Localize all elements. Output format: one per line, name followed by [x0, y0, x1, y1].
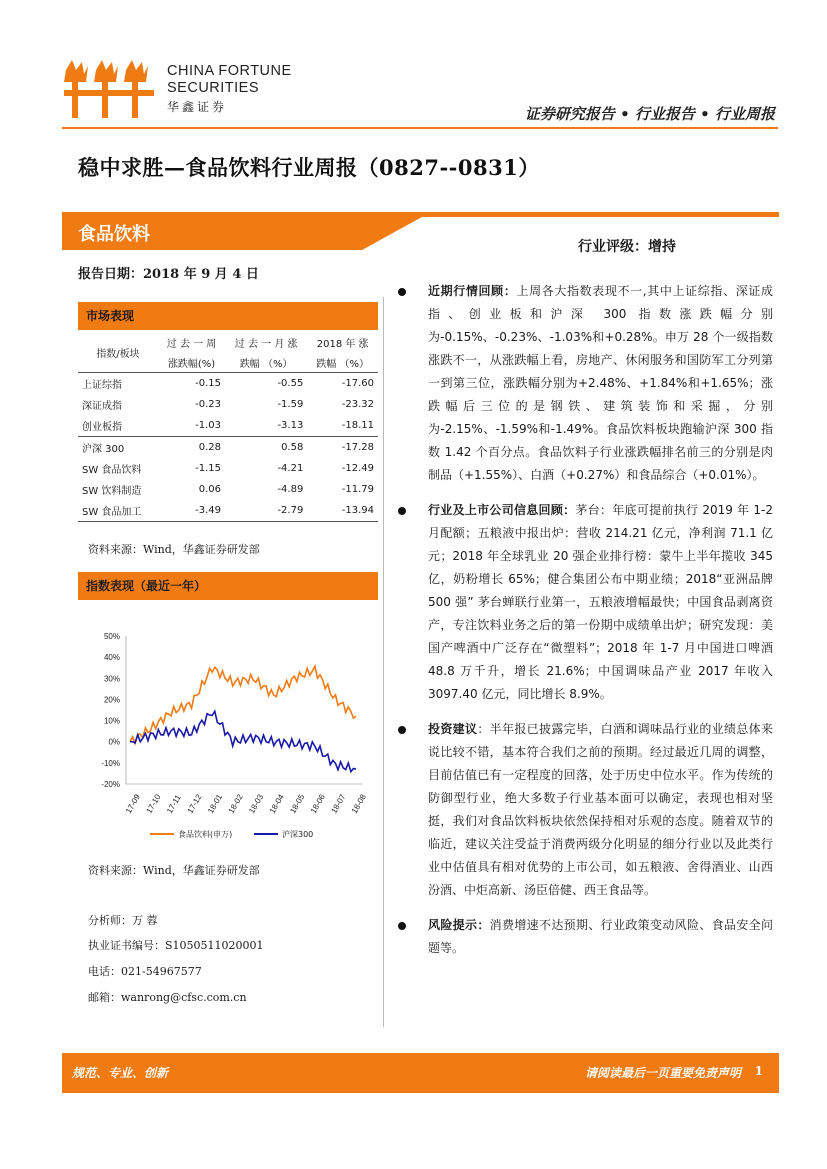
x-tick-label: 18-07: [329, 792, 348, 815]
month-change: -4.21: [277, 463, 304, 474]
footer-motto: 规范、专业、创新: [72, 1066, 169, 1080]
analyst-name: 分析师：万 蓉: [88, 914, 158, 927]
logo-chinese-name: 华鑫证券: [167, 100, 228, 114]
table-row: [78, 394, 378, 415]
year-change: -17.28: [307, 437, 378, 459]
bullet-label: 风险提示：: [428, 918, 490, 932]
bullet-label: 投资建议: [428, 722, 478, 736]
month-change: -3.13: [277, 420, 304, 431]
col-index: 指数/板块: [96, 348, 140, 360]
x-tick-label: 18-03: [247, 792, 266, 815]
footer-bar: [62, 1053, 779, 1093]
bullet-text: 消费增速不达预期、行业政策变动风险、食品安全问题等。: [428, 918, 773, 955]
industry-rating: 行业评级：增持: [578, 239, 676, 255]
bullet-risk: [398, 914, 773, 960]
month-change: -0.55: [225, 373, 307, 395]
table-row: [78, 373, 378, 395]
y-tick-label: -10%: [101, 758, 120, 768]
col-year-b: 跌幅 （%）: [316, 358, 369, 370]
index-performance-chart: [78, 604, 378, 852]
x-tick-label: 18-01: [206, 792, 225, 815]
logo-en-line2: SECURITIES: [167, 80, 260, 96]
header-rule: [62, 127, 778, 129]
x-tick-label: 18-08: [349, 792, 368, 815]
col-week-a: 过 去 一 周: [166, 338, 217, 350]
year-change: -18.11: [341, 420, 374, 431]
table-row: [78, 500, 378, 522]
market-table: [78, 332, 378, 522]
bullet-text: ：半年报已披露完毕，白酒和调味品行业的业绩总体来说比较不错，基本符合我们之前的预期。经过最近几周的调整，目前估值已有一定程度的回落，处于历史中位水平。作为传统的防御型行业，绝大多数子行业基本面可以确定，表现也相对坚挺，我们对食品饮料板块依然保持相对乐观的态度。随着双节的临近，建议关注受益于消费两级分化明显的细分行业以及此类行业中估值具有相对优势的上市公司，如五粮液、舍得酒业、山西汾酒、中炬高新、汤臣倍健、西王食品等。: [428, 722, 773, 897]
x-tick-label: 17-11: [165, 793, 183, 815]
x-tick-label: 18-05: [288, 792, 307, 815]
column-divider: [383, 297, 384, 1027]
year-change: -13.94: [307, 500, 378, 522]
row-name: SW 饮料制造: [82, 486, 142, 497]
y-tick-label: 10%: [103, 716, 120, 726]
x-tick-label: 17-09: [123, 792, 142, 815]
row-name: 深证成指: [82, 401, 122, 412]
y-tick-label: 0%: [108, 737, 120, 747]
x-tick-label: 18-04: [267, 792, 286, 815]
x-tick-label: 18-06: [308, 792, 327, 815]
col-month-b: 跌幅 （%）: [239, 358, 293, 370]
table-header-row: [78, 332, 378, 352]
y-tick-label: 50%: [103, 632, 120, 641]
month-change: -1.59: [277, 399, 304, 410]
table-row: [78, 479, 378, 500]
market-source: 资料来源：Wind，华鑫证券研发部: [88, 543, 260, 556]
year-change: -17.60: [307, 373, 378, 395]
week-change: -3.49: [158, 500, 225, 522]
year-change: -11.79: [341, 484, 374, 495]
bullet-label: 行业及上市公司信息回顾：: [428, 503, 576, 517]
legend-label: 食品饮料(申万): [178, 830, 233, 839]
month-change: 0.58: [225, 437, 307, 459]
y-tick-label: 20%: [103, 695, 120, 705]
sector-name: 食品饮料: [78, 224, 150, 245]
table-row: [78, 415, 378, 437]
market-heading: 市场表现: [78, 302, 378, 330]
analyst-email[interactable]: 邮箱：wanrong@cfsc.com.cn: [88, 991, 247, 1004]
week-change: -1.15: [195, 463, 221, 474]
x-tick-label: 17-12: [185, 792, 204, 815]
summary-bullets: [398, 280, 773, 972]
index-perf-heading: 指数表现（最近一年）: [78, 572, 378, 600]
china-fortune-logo-icon: [62, 56, 162, 120]
year-change: -12.49: [341, 463, 374, 474]
row-name: SW 食品加工: [78, 500, 158, 522]
week-change: -0.23: [195, 399, 221, 410]
footer-disclaimer[interactable]: 请阅读最后一页重要免责声明: [584, 1066, 741, 1080]
bullet-dot-icon: [398, 288, 406, 296]
week-change: -1.03: [195, 420, 221, 431]
row-name: 沪深 300: [78, 437, 158, 459]
month-change: -4.89: [277, 484, 304, 495]
logo-english-name: [167, 63, 292, 97]
x-tick-label: 17-10: [144, 792, 163, 815]
bullet-investment-advice: [398, 718, 773, 902]
row-name: 上证综指: [78, 373, 158, 395]
row-name: 创业板指: [82, 422, 122, 433]
year-change: -23.32: [341, 399, 374, 410]
col-week-b: 涨跌幅(%): [167, 358, 216, 370]
y-tick-label: 40%: [103, 653, 120, 663]
report-type: 证券研究报告 • 行业报告 • 行业周报: [524, 105, 775, 123]
col-month-a: 过 去 一 月 涨: [234, 338, 298, 350]
chart-source: 资料来源：Wind，华鑫证券研发部: [88, 864, 260, 877]
table-row: [78, 458, 378, 479]
week-change: 0.28: [158, 437, 225, 459]
week-change: -0.15: [158, 373, 225, 395]
analyst-cert: 执业证书编号：S1050511020001: [88, 939, 264, 952]
month-change: -2.79: [225, 500, 307, 522]
legend-label: 沪深300: [282, 830, 314, 839]
report-date: 报告日期：2018 年 9 月 4 日: [78, 267, 259, 282]
page-number: 1: [754, 1064, 763, 1078]
page-title: 稳中求胜—食品饮料行业周报（0827--0831）: [78, 155, 540, 180]
bullet-text: 上周各大指数表现不一,其中上证综指、深证成指、创业板和沪深 300 指数涨跌幅分别为-0.15%、-0.23%、-1.03%和+0.28%。申万 28 个一级指数涨跌不一，从涨跌幅上看，房地产、休闲服务和国防军工分列第一到第三位，涨跌幅分别为+2.48%、+1.84%和+1.65%；涨跌幅后三位的是钢铁、建筑装饰和采掘，分别为-2.15%、-1.59%和-1.49%。食品饮料板块跑输沪深 300 指数 1.42 个百分点。食品饮料子行业涨跌幅排名前三的分别是肉制品（+1.55%）、白酒（+0.27%）和食品综合（+0.01%）。: [428, 284, 773, 482]
table-row: [78, 437, 378, 459]
bullet-dot-icon: [398, 726, 406, 734]
analyst-phone: 电话：021-54967577: [88, 965, 202, 978]
bullet-dot-icon: [398, 507, 406, 515]
bullet-text: 茅台：年底可提前执行 2019 年 1-2 月配额；五粮液中报出炉：营收 214.21 亿元，净利润 71.1 亿元；2018 年全球乳业 20 强企业排行榜：蒙牛上半年揽收 345 亿，奶粉增长 65%；健合集团公布中期业绩；2018“亚洲品牌 500 强” 茅台蝉联行业第一，五粮液增幅最快；中国食品剥离资产，专注饮料业务之后的第一份期中成绩单出炉；研究发现：美国产啤酒中广泛存在“微塑料”；2018 年 1-7 月中国进口啤酒 48.8 万千升，增长 21.6%；中国调味品产业 2017 年收入 3097.40 亿元，同比增长 8.9%。: [428, 503, 773, 701]
bullet-dot-icon: [398, 922, 406, 930]
x-tick-label: 18-02: [226, 792, 245, 815]
col-year-a: 2018 年 涨: [316, 338, 369, 350]
y-tick-label: -20%: [101, 780, 120, 789]
bullet-label: 近期行情回顾：: [428, 284, 517, 298]
row-name: SW 食品饮料: [82, 465, 142, 476]
bullet-market-review: [398, 280, 773, 487]
logo-en-line1: CHINA FORTUNE: [167, 63, 292, 79]
y-tick-label: 30%: [103, 674, 120, 684]
week-change: 0.06: [198, 484, 221, 495]
bullet-industry-news: [398, 499, 773, 706]
